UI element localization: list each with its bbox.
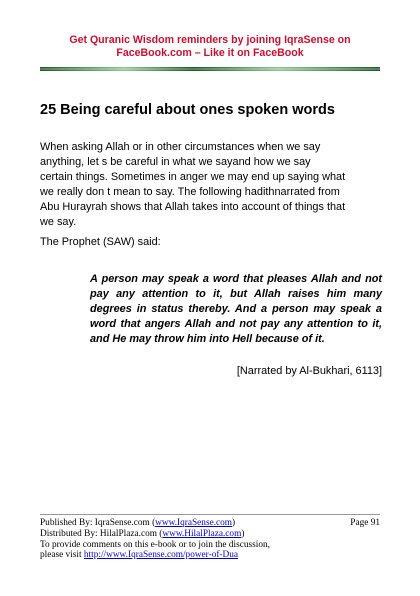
section-title: 25 Being careful about ones spoken words (40, 102, 335, 118)
footer-visit-line: please visit http://www.IqraSense.com/power-of-Dua (40, 550, 239, 561)
hilalplaza-link[interactable]: www.HilalPlaza.com (162, 528, 242, 539)
footer-published-line: Published By: IqraSense.com (www.IqraSense.com) (40, 518, 236, 528)
decorative-header-rule (40, 66, 380, 72)
hadith-quote: A person may speak a word that pleases Allah and not pay any attention to it, but Allah raises him many degrees in status thereby. And a person may speak a word that angers Allah and not pay any attention to it, and He may throw him into Hell because of it. (90, 273, 382, 345)
prophet-said-line: The Prophet (SAW) said: (40, 236, 161, 248)
promo-header (40, 34, 380, 60)
promo-header-line2: FaceBook.com – Like it on FaceBook (116, 47, 304, 59)
page-number: Page 91 (350, 518, 380, 528)
intro-paragraph: When asking Allah or in other circumstances when we say anything, let s be careful in what we sayand how we say certain things. Sometimes in anger we may end up saying what we really don t mean to say. The following hadithnarrated from Abu Hurayrah shows that Allah takes into account of things that we say. (40, 141, 346, 228)
promo-header-line1: Get Quranic Wisdom reminders by joining IqraSense on (69, 34, 351, 46)
hadith-citation: [Narrated by Al-Bukhari, 6113] (236, 365, 382, 377)
page-footer (40, 518, 380, 561)
footer-divider (40, 514, 380, 515)
footer-distributed-line: Distributed By: HilalPlaza.com (www.HilalPlaza.com) (40, 528, 245, 539)
iqrasense-link[interactable]: www.IqraSense.com (155, 518, 233, 528)
power-of-dua-link[interactable]: http://www.IqraSense.com/power-of-Dua (83, 550, 239, 561)
footer-comments-line: To provide comments on this e-book or to join the discussion, (40, 539, 270, 550)
